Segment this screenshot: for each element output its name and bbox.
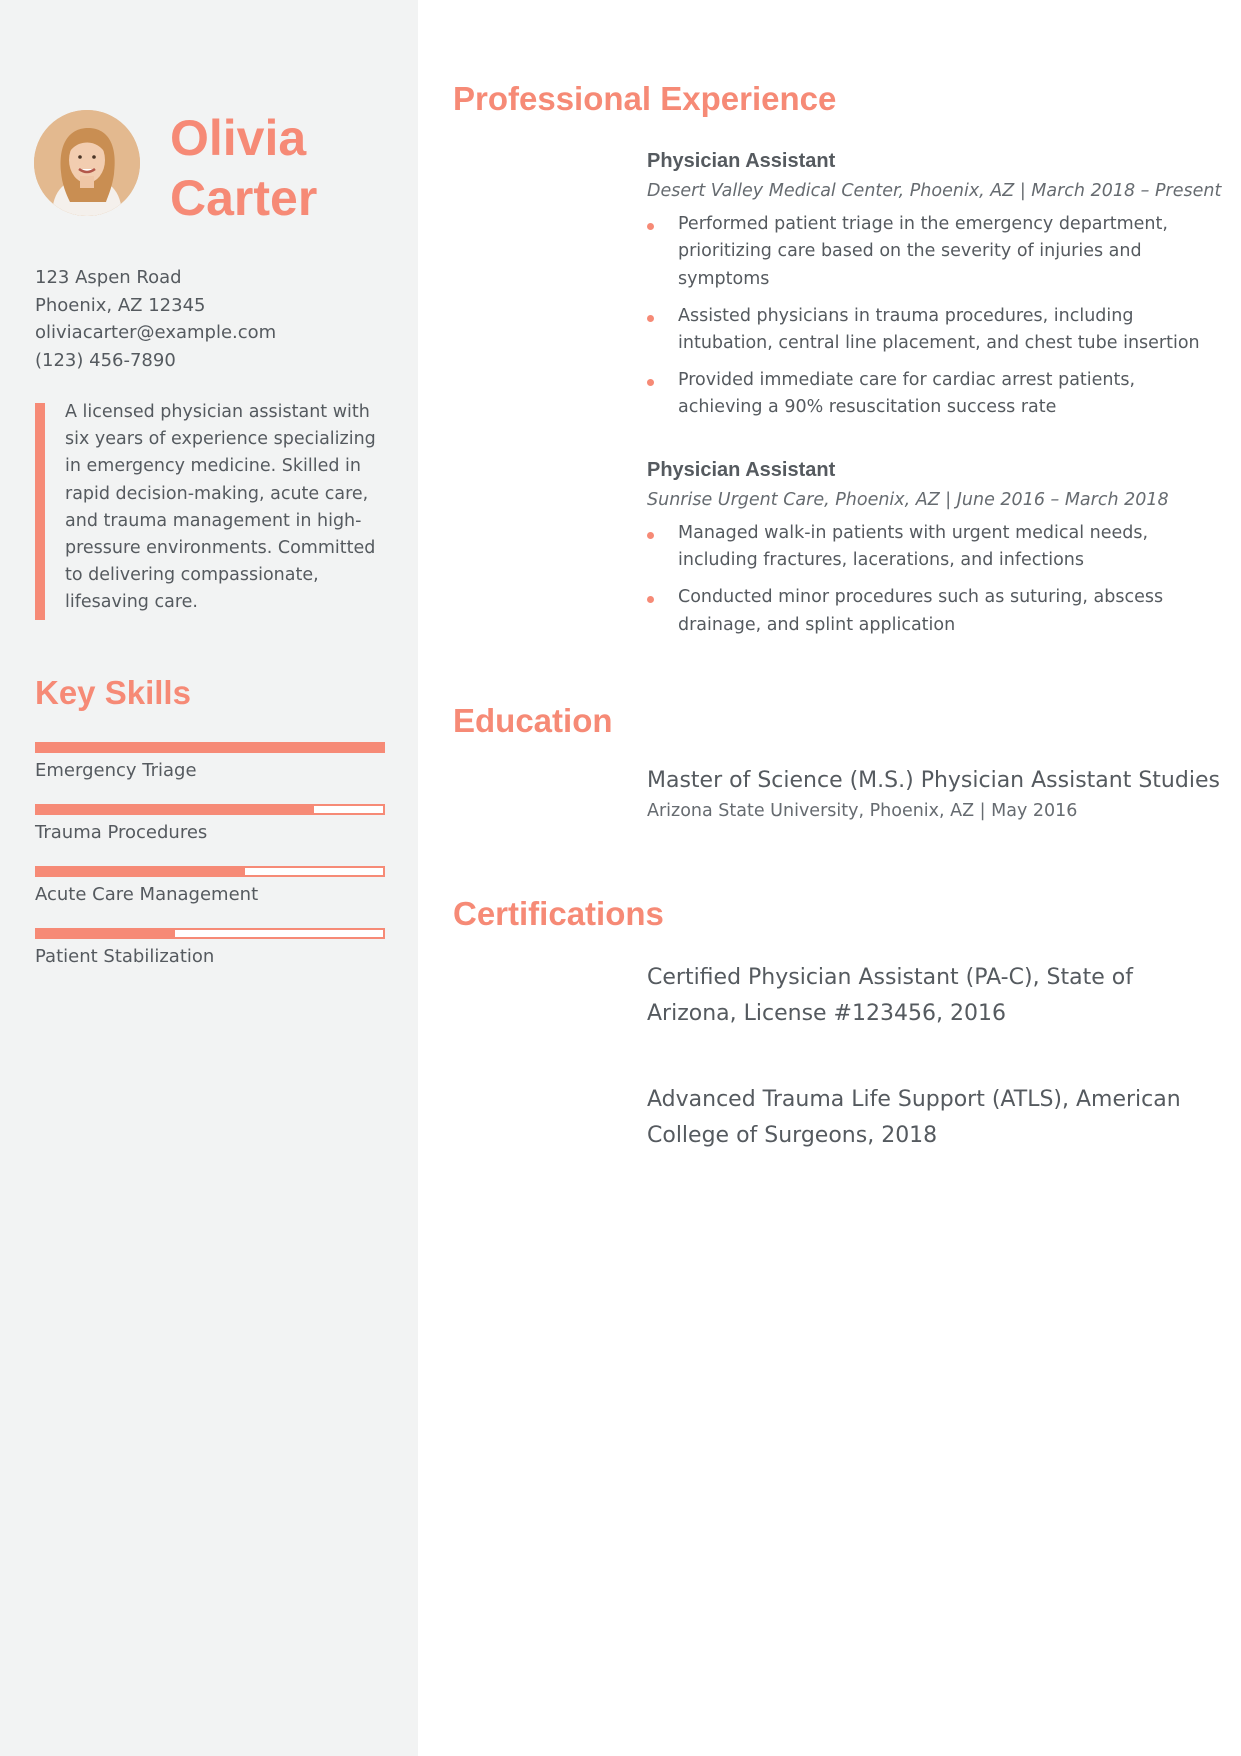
summary-text: A licensed physician assistant with six years of experience specializing in emergency medicine. Skilled in rapid decision-making, acute care, and trauma management in high-pressure environments. Committed to delivering compassionate, lifesaving care.	[65, 402, 376, 613]
contact-city: Phoenix, AZ 12345	[35, 294, 206, 316]
bullet-dot-icon	[647, 315, 654, 322]
avatar	[34, 110, 140, 216]
job-bullets	[647, 520, 1207, 639]
job-meta: Desert Valley Medical Center, Phoenix, AZ | March 2018 – Present	[647, 181, 1222, 201]
job-role: Physician Assistant	[647, 459, 836, 481]
skill-item	[35, 866, 385, 928]
job-bullets	[647, 211, 1207, 422]
experience-title: Professional Experience	[453, 80, 837, 117]
skill-item	[35, 928, 385, 990]
summary-block	[35, 403, 380, 620]
job-bullet-text: Assisted physicians in trauma procedures, including intubation, central line placement, and chest tube insertion	[678, 305, 1200, 354]
job-bullet	[647, 584, 1207, 639]
skill-bar-fill	[37, 806, 314, 813]
contact-info	[35, 264, 395, 374]
job-bullet	[647, 211, 1207, 293]
skill-item	[35, 804, 385, 866]
skill-bar	[35, 804, 385, 815]
job-bullet-text: Managed walk-in patients with urgent medical needs, including fractures, lacerations, and infections	[678, 523, 1149, 571]
education-school: Arizona State University, Phoenix, AZ | May 2016	[647, 801, 1078, 821]
education-title: Education	[453, 702, 613, 739]
bullet-dot-icon	[647, 379, 654, 386]
job-role: Physician Assistant	[647, 150, 836, 172]
bullet-dot-icon	[647, 223, 654, 230]
last-name: Carter	[170, 170, 318, 226]
job-bullet-text: Conducted minor procedures such as suturing, abscess drainage, and splint application	[678, 587, 1164, 635]
skill-label: Emergency Triage	[35, 760, 197, 781]
certifications-title: Certifications	[453, 895, 664, 932]
skill-bar-fill	[37, 868, 245, 875]
contact-email[interactable]: oliviacarter@example.com	[35, 322, 277, 343]
job-bullet-text: Provided immediate care for cardiac arrest patients, achieving a 90% resuscitation success rate	[678, 370, 1136, 418]
skill-label: Patient Stabilization	[35, 946, 215, 967]
bullet-dot-icon	[647, 532, 654, 539]
avatar-photo	[34, 110, 140, 216]
job-entry	[647, 459, 1207, 649]
skill-label: Trauma Procedures	[35, 822, 208, 843]
job-bullet	[647, 303, 1207, 358]
contact-phone: (123) 456-7890	[35, 349, 176, 371]
job-bullet	[647, 520, 1207, 575]
first-name: Olivia	[170, 110, 307, 166]
skills-title: Key Skills	[35, 674, 191, 711]
skill-bar-fill	[37, 930, 175, 937]
sidebar	[0, 0, 418, 1756]
skills-list	[35, 742, 385, 990]
skill-bar	[35, 742, 385, 753]
skill-bar-fill	[37, 744, 383, 751]
full-name	[170, 108, 400, 228]
job-bullet	[647, 367, 1207, 422]
skill-bar	[35, 866, 385, 877]
skill-label: Acute Care Management	[35, 884, 259, 905]
skill-bar	[35, 928, 385, 939]
job-meta: Sunrise Urgent Care, Phoenix, AZ | June 2016 – March 2018	[647, 490, 1169, 510]
certification-item: Advanced Trauma Life Support (ATLS), American College of Surgeons, 2018	[647, 1087, 1181, 1148]
skill-item	[35, 742, 385, 804]
education-entry	[647, 768, 1220, 821]
contact-address: 123 Aspen Road	[35, 267, 182, 288]
education-degree: Master of Science (M.S.) Physician Assistant Studies	[647, 768, 1220, 793]
certification-item: Certified Physician Assistant (PA-C), State of Arizona, License #123456, 2016	[647, 965, 1133, 1026]
job-entry	[647, 150, 1222, 431]
bullet-dot-icon	[647, 596, 654, 603]
job-bullet-text: Performed patient triage in the emergency department, prioritizing care based on the severity of injuries and symptoms	[678, 214, 1168, 289]
